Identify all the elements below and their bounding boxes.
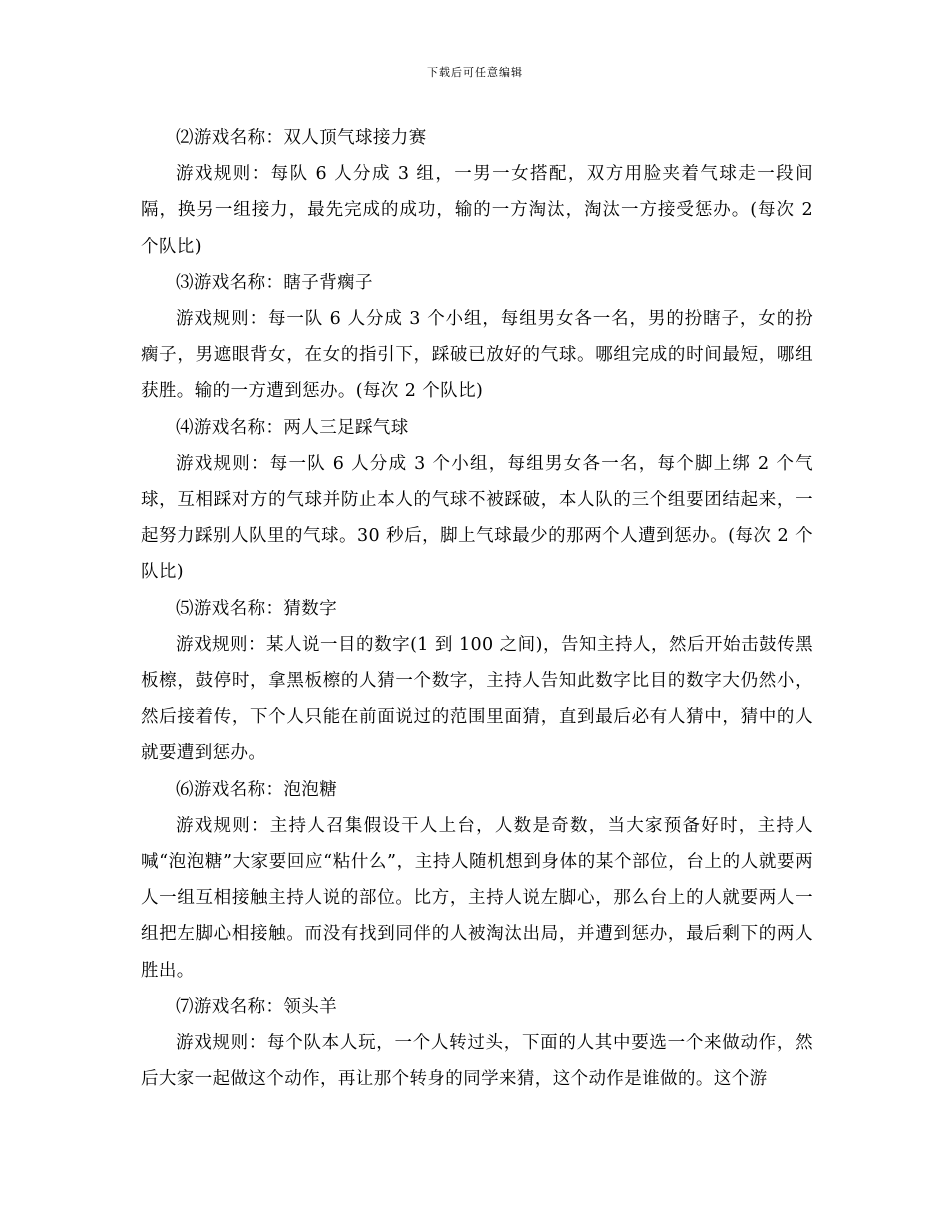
game-title-2: ⑵游戏名称：双人顶气球接力赛 [176,128,427,148]
page-header: 下载后可任意编辑 [427,66,523,79]
game-rules-5: 游戏规则：某人说一目的数字(1 到 100 之间)，告知主持人，然后开始击鼓传黑板檫，鼓停时，拿黑板檫的人猜一个数字，主持人告知此数字比目的数字大仍然小，然后接着传，下个人只能在前面说过的范围里面猜，直到最后必有人猜中，猜中的人就要遭到惩办。 [141,634,813,764]
game-title-6: ⑹游戏名称：泡泡糖 [176,779,338,800]
game-rules-3: 游戏规则：每一队 6 人分成 3 个小组，每组男女各一名，男的扮瞎子，女的扮瘸子，男遮眼背女，在女的指引下，踩破已放好的气球。哪组完成的时间最短，哪组获胜。输的一方遭到惩办。(每次 2 个队比) [141,309,813,402]
game-title-3: ⑶游戏名称：瞎子背瘸子 [176,272,373,293]
document-body [141,120,813,1097]
game-rules-7: 游戏规则：每个队本人玩，一个人转过头，下面的人其中要选一个来做动作，然后大家一起做这个动作，再让那个转身的同学来猜，这个动作是谁做的。这个游 [141,1033,813,1090]
game-rules-6: 游戏规则：主持人召集假设干人上台，人数是奇数，当大家预备好时，主持人喊“泡泡糖”大家要回应“粘什么”，主持人随机想到身体的某个部位，台上的人就要两人一组互相接触主持人说的部位。比方，主持人说左脚心，那么台上的人就要两人一组把左脚心相接触。而没有找到同伴的人被淘汰出局，并遭到惩办，最后剩下的两人胜出。 [141,815,813,981]
game-title-7: ⑺游戏名称：领头羊 [176,996,338,1017]
game-title-5: ⑸游戏名称：猜数字 [176,598,338,619]
game-rules-4: 游戏规则：每一队 6 人分成 3 个小组，每组男女各一名，每个脚上绑 2 个气球，互相踩对方的气球并防止本人的气球不被踩破，本人队的三个组要团结起来，一起努力踩别人队里的气球。30 秒后，脚上气球最少的那两个人遭到惩办。(每次 2 个队比) [141,453,813,583]
game-title-4: ⑷游戏名称：两人三足踩气球 [176,417,409,438]
game-rules-2: 游戏规则：每队 6 人分成 3 组，一男一女搭配，双方用脸夹着气球走一段间隔，换另一组接力，最先完成的成功，输的一方淘汰，淘汰一方接受惩办。(每次 2 个队比) [141,164,813,257]
